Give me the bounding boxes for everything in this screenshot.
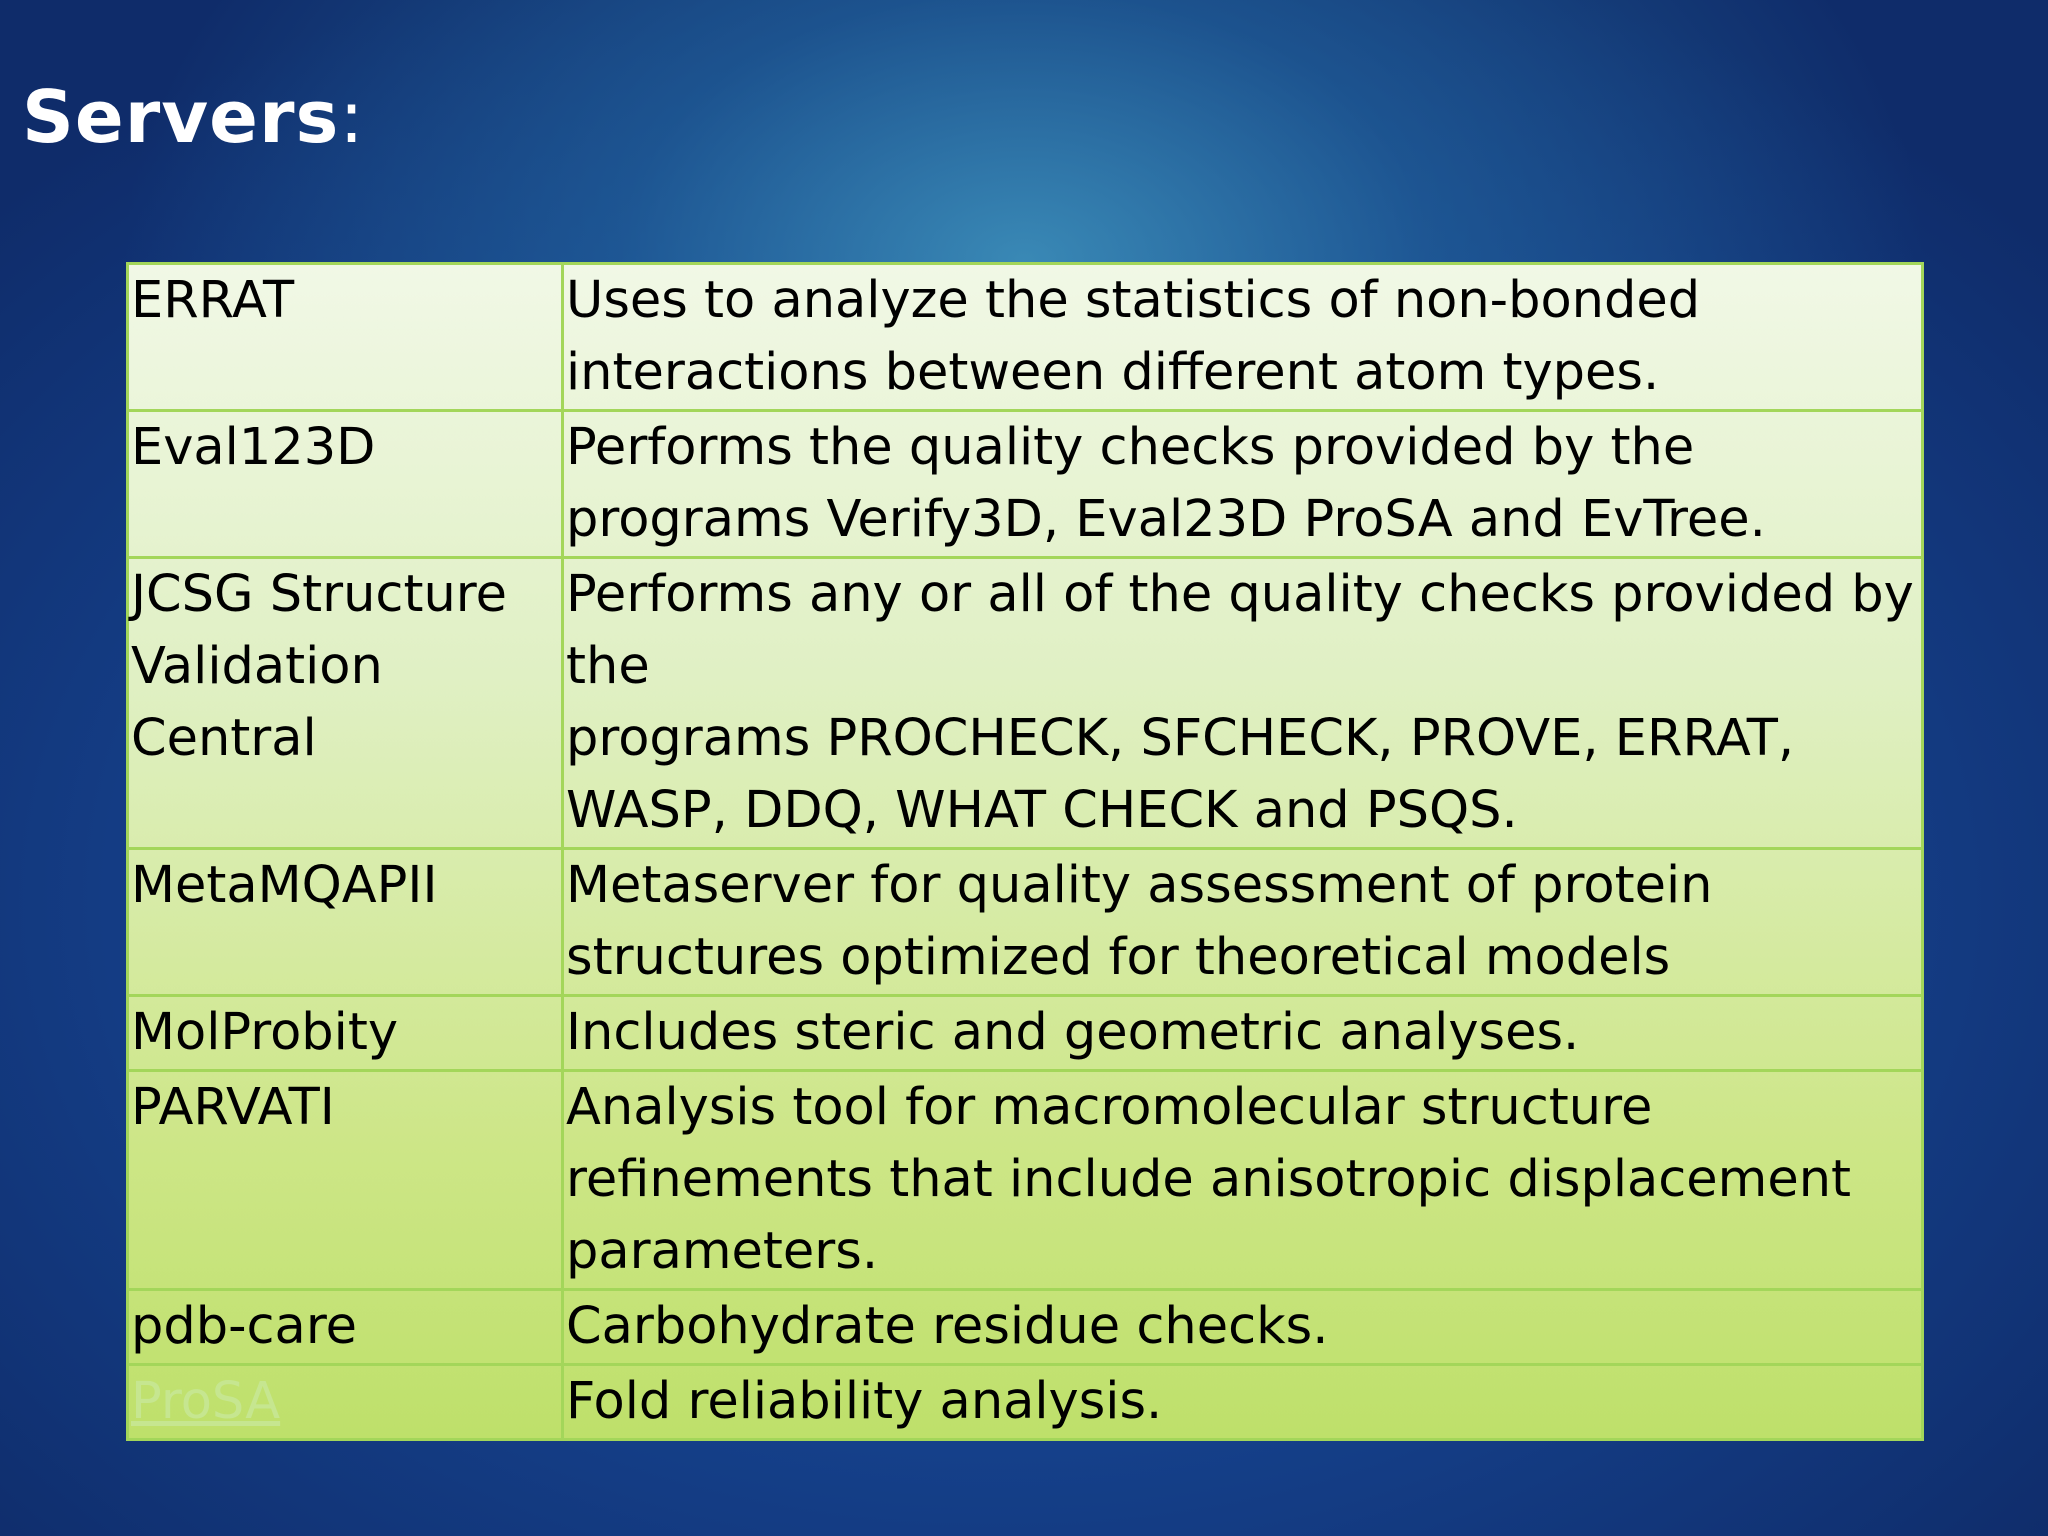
server-description: Fold reliability analysis. [566,1372,1163,1431]
server-name-cell [128,996,563,1071]
prosa-link[interactable]: ProSA [131,1372,281,1431]
server-description: Includes steric and geometric analyses. [566,1003,1580,1062]
server-description-cell [563,411,1923,558]
server-description: Analysis tool for macromolecular structure refinements that include anisotropic displacement parameters. [566,1078,1852,1281]
server-description-cell [563,1290,1923,1365]
server-name: Eval123D [131,418,376,477]
server-description-cell [563,1071,1923,1290]
server-description: Performs any or all of the quality checks provided by the [566,565,1914,696]
server-description-cell [563,849,1923,996]
server-name-cell [128,411,563,558]
server-name: pdb-care [131,1297,358,1356]
server-name-cell [128,1290,563,1365]
table-row [128,996,1923,1071]
server-name-cell [128,1365,563,1440]
server-name: MolProbity [131,1003,399,1062]
slide-title [22,72,365,162]
server-description: Performs the quality checks provided by the programs Verify3D, Eval23D ProSA and EvTree. [566,418,1766,549]
table-row [128,411,1923,558]
server-description: Uses to analyze the statistics of non-bonded interactions between different atom types. [566,271,1701,402]
server-description-cell [563,996,1923,1071]
table-row [128,1071,1923,1290]
servers-table [126,262,1924,1441]
server-description-continued: programs PROCHECK, SFCHECK, PROVE, ERRAT, WASP, DDQ, WHAT CHECK and PSQS. [566,709,1795,840]
server-name-cell [128,1071,563,1290]
table-row [128,1290,1923,1365]
server-name: PARVATI [131,1078,335,1137]
table-row [128,264,1923,411]
server-name-cell [128,264,563,411]
slide-title-colon: : [339,75,365,159]
server-name-cell [128,849,563,996]
server-description: Carbohydrate residue checks. [566,1297,1329,1356]
server-description-cell [563,264,1923,411]
server-name: MetaMQAPII [131,856,438,915]
server-name: JCSG Structure Validation Central [131,565,508,768]
server-description: Metaserver for quality assessment of protein structures optimized for theoretical models [566,856,1713,987]
table-row [128,849,1923,996]
server-description-cell [563,558,1923,849]
slide-title-text: Servers [22,75,340,159]
server-name: ERRAT [131,271,295,330]
server-description-cell [563,1365,1923,1440]
table-row [128,558,1923,849]
server-name-cell [128,558,563,849]
table-row [128,1365,1923,1440]
